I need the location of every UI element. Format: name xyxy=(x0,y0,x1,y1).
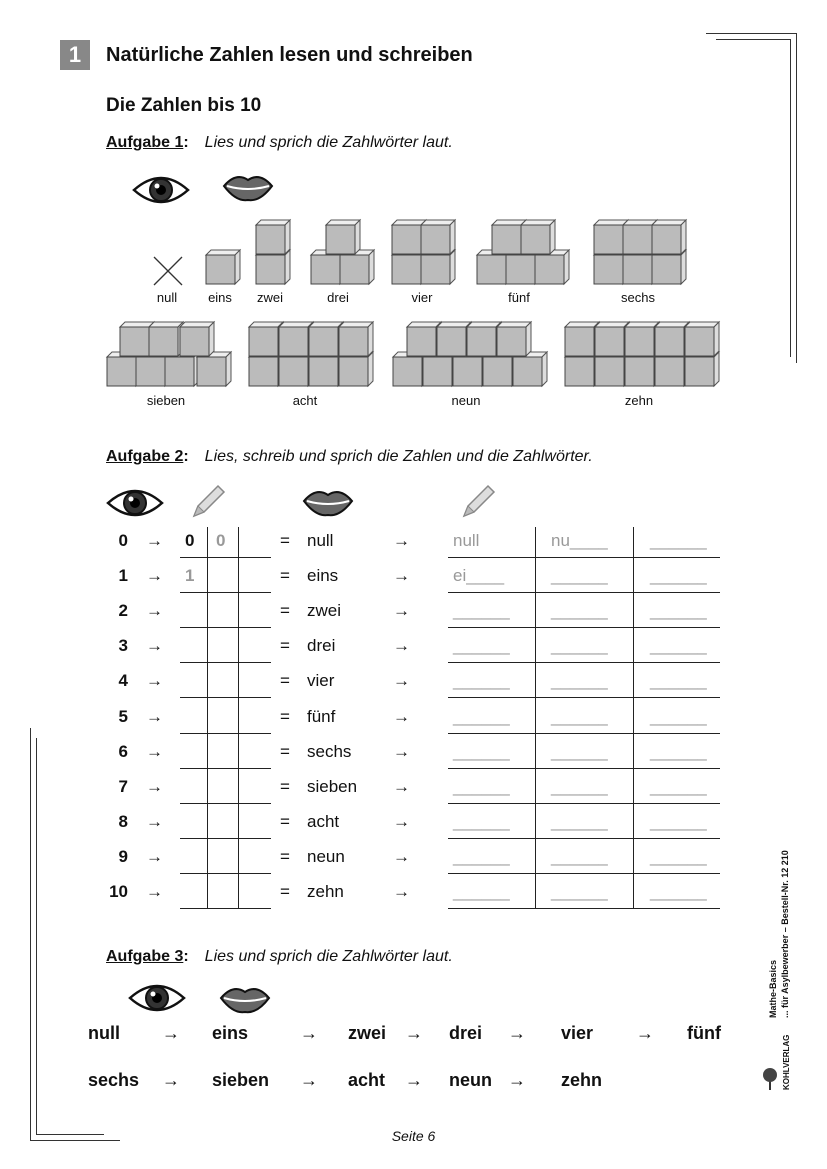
arrow-icon: → xyxy=(508,1023,526,1043)
task3-word: sechs xyxy=(88,1070,140,1090)
arrow-icon: → xyxy=(162,1070,180,1090)
row-number: 8 xyxy=(118,811,128,831)
grid-hline-words xyxy=(448,627,720,628)
label-null: null xyxy=(156,290,178,305)
table-row xyxy=(0,838,827,873)
lips-icon xyxy=(222,172,274,202)
write-cell[interactable]: ______ xyxy=(453,811,510,831)
cube-icon xyxy=(513,352,547,386)
digit-cell: 1 xyxy=(185,566,195,586)
cross-icon xyxy=(154,257,182,285)
task1-colon: : xyxy=(183,134,189,151)
number-word: sieben xyxy=(307,776,358,796)
task3-word: null xyxy=(88,1023,120,1043)
equals-sign: = xyxy=(280,566,290,586)
grid-hline-digits xyxy=(180,557,271,558)
table-row xyxy=(0,557,827,592)
arrow-icon: → xyxy=(146,811,163,831)
number-word: acht xyxy=(307,811,340,831)
eye-icon xyxy=(132,172,190,208)
publisher-logo: KOHLVERLAG xyxy=(782,1034,791,1090)
cube-icon xyxy=(407,322,441,356)
arrow-icon: → xyxy=(146,636,163,656)
cube-icon xyxy=(625,322,659,356)
equals-sign: = xyxy=(280,882,290,901)
row-number: 7 xyxy=(118,776,128,796)
table-row xyxy=(0,803,827,838)
digit-cell: 0 xyxy=(216,531,226,550)
arrow-icon: → xyxy=(146,671,163,691)
write-cell[interactable]: ______ xyxy=(453,636,510,656)
tree-logo-icon xyxy=(760,1066,780,1090)
cube-icon xyxy=(249,322,283,356)
number-word: vier xyxy=(307,671,335,691)
arrow-icon: → xyxy=(146,706,163,726)
arrow-icon: → xyxy=(393,776,410,796)
cube-icon xyxy=(437,322,471,356)
number-word: eins xyxy=(307,566,339,586)
arrow-icon: → xyxy=(393,706,410,726)
arrow-icon: → xyxy=(508,1070,526,1090)
grid-hline-words xyxy=(448,697,720,698)
arrow-icon: → xyxy=(300,1070,318,1090)
table-row xyxy=(0,698,827,733)
write-cell[interactable]: ei____ xyxy=(453,566,505,586)
grid-hline-digits xyxy=(180,908,271,909)
equals-sign: = xyxy=(280,531,290,550)
label-eins: eins xyxy=(208,290,232,305)
table-row xyxy=(0,768,827,803)
table-row xyxy=(0,592,827,627)
write-cell[interactable]: ______ xyxy=(453,706,510,726)
grid-hline-words xyxy=(448,873,720,874)
task2-instruction: Lies, schreib und sprich die Zahlen und die Zahlwörter. xyxy=(204,448,593,465)
arrow-icon: → xyxy=(393,601,410,621)
write-cell[interactable]: ______ xyxy=(650,566,707,586)
row-number: 5 xyxy=(118,706,128,726)
arrow-icon: → xyxy=(405,1023,423,1043)
equals-sign: = xyxy=(280,776,290,796)
arrow-icon: → xyxy=(393,811,410,831)
task3-word: drei xyxy=(449,1023,483,1043)
cube-icon xyxy=(521,220,555,254)
task3-word: vier xyxy=(561,1023,594,1043)
write-cell[interactable]: ______ xyxy=(650,882,707,901)
task2-label: Aufgabe 2 xyxy=(106,448,184,465)
write-cell[interactable]: ______ xyxy=(551,706,608,726)
grid-hline-digits xyxy=(180,873,271,874)
grid-hline-words xyxy=(448,908,720,909)
number-word: neun xyxy=(307,846,345,866)
write-cell[interactable]: ______ xyxy=(551,846,608,866)
write-cell[interactable]: ______ xyxy=(453,846,510,866)
write-cell[interactable]: ______ xyxy=(453,776,510,796)
grid-hline-words xyxy=(448,592,720,593)
cube-icon xyxy=(497,322,531,356)
number-word: zwei xyxy=(307,601,342,621)
cube-icon xyxy=(339,322,373,356)
side-series-title: Mathe-Basics xyxy=(768,959,778,1018)
cube-icon xyxy=(393,352,427,386)
grid-hline-digits xyxy=(180,768,271,769)
label-vier: vier xyxy=(411,290,433,305)
equals-sign: = xyxy=(280,671,290,691)
row-number: 2 xyxy=(118,601,128,621)
arrow-icon: → xyxy=(146,601,163,621)
cube-icon xyxy=(256,250,290,284)
write-cell[interactable]: ______ xyxy=(551,671,608,691)
side-order-number: ... für Asylbewerber – Bestell-Nr. 12 210 xyxy=(780,850,790,1018)
pencil-icon xyxy=(460,484,496,520)
number-word: drei xyxy=(307,636,336,656)
label-sechs: sechs xyxy=(621,290,655,305)
table-row xyxy=(0,733,827,768)
arrow-icon: → xyxy=(405,1070,423,1090)
write-cell[interactable]: ______ xyxy=(551,636,608,656)
cube-illustration xyxy=(0,215,827,415)
number-word: null xyxy=(307,531,334,550)
write-cell[interactable]: ______ xyxy=(453,601,510,621)
label-acht: acht xyxy=(292,393,318,408)
write-cell[interactable]: ______ xyxy=(650,531,707,550)
lips-icon xyxy=(302,487,354,517)
arrow-icon: → xyxy=(146,566,163,586)
write-cell[interactable]: ______ xyxy=(650,636,707,656)
cube-icon xyxy=(655,322,689,356)
table-row xyxy=(0,522,827,557)
cube-icon xyxy=(279,352,313,386)
pencil-icon xyxy=(190,484,226,520)
write-cell[interactable]: ______ xyxy=(650,741,707,761)
arrow-icon: → xyxy=(146,882,163,901)
cube-icon xyxy=(249,352,283,386)
cube-icon xyxy=(685,352,719,386)
cube-icon xyxy=(467,322,501,356)
arrow-icon: → xyxy=(146,846,163,866)
grid-hline-digits xyxy=(180,627,271,628)
write-cell[interactable]: ______ xyxy=(453,671,510,691)
arrow-icon: → xyxy=(393,531,410,550)
cube-icon xyxy=(206,250,240,284)
page-title: Natürliche Zahlen lesen und schreiben xyxy=(106,44,473,66)
write-cell[interactable]: ______ xyxy=(650,776,707,796)
grid-hline-digits xyxy=(180,803,271,804)
arrow-icon: → xyxy=(393,636,410,656)
equals-sign: = xyxy=(280,846,290,866)
arrow-icon: → xyxy=(393,671,410,691)
task1-label: Aufgabe 1 xyxy=(106,134,184,151)
row-number: 1 xyxy=(118,566,128,586)
task3-word: sieben xyxy=(212,1070,270,1090)
cube-icon xyxy=(197,352,231,386)
cube-icon xyxy=(453,352,487,386)
arrow-icon: → xyxy=(393,566,410,586)
row-number: 10 xyxy=(109,882,128,901)
task3-word: neun xyxy=(449,1070,492,1090)
label-fuenf: fünf xyxy=(508,290,530,305)
cube-icon xyxy=(652,220,686,254)
write-cell[interactable]: ______ xyxy=(551,811,608,831)
task3-label: Aufgabe 3 xyxy=(106,948,184,965)
grid-hline-digits xyxy=(180,733,271,734)
task3-heading xyxy=(106,948,453,966)
arrow-icon: → xyxy=(636,1023,654,1043)
write-cell[interactable]: ______ xyxy=(650,846,707,866)
write-cell[interactable]: ______ xyxy=(453,882,510,901)
number-word: sechs xyxy=(307,741,352,761)
cube-icon xyxy=(655,352,689,386)
write-cell[interactable]: ______ xyxy=(650,811,707,831)
label-zwei: zwei xyxy=(256,290,283,305)
write-cell[interactable]: ______ xyxy=(551,566,608,586)
number-word: fünf xyxy=(307,706,336,726)
table-row xyxy=(0,627,827,662)
arrow-icon: → xyxy=(393,882,410,901)
cube-icon xyxy=(565,322,599,356)
cube-icon xyxy=(595,352,629,386)
write-cell[interactable]: ______ xyxy=(551,776,608,796)
task3-instruction: Lies und sprich die Zahlwörter laut. xyxy=(204,948,453,965)
equals-sign: = xyxy=(280,811,290,831)
task1-heading xyxy=(106,134,453,152)
equals-sign: = xyxy=(280,636,290,656)
write-cell[interactable]: ______ xyxy=(453,741,510,761)
cube-icon xyxy=(339,352,373,386)
write-cell[interactable]: ______ xyxy=(551,882,608,901)
number-word: zehn xyxy=(307,882,344,901)
write-cell[interactable]: null xyxy=(453,531,480,550)
row-number: 9 xyxy=(118,846,128,866)
cube-icon xyxy=(625,352,659,386)
write-cell[interactable]: ______ xyxy=(551,741,608,761)
cube-icon xyxy=(279,322,313,356)
section-subtitle: Die Zahlen bis 10 xyxy=(106,95,262,116)
equals-sign: = xyxy=(280,741,290,761)
label-zehn: zehn xyxy=(624,393,654,408)
cube-icon xyxy=(483,352,517,386)
arrow-icon: → xyxy=(393,741,410,761)
equals-sign: = xyxy=(280,601,290,621)
eye-icon xyxy=(128,980,186,1016)
task2-heading xyxy=(106,448,593,466)
arrow-icon: → xyxy=(300,1023,318,1043)
arrow-icon: → xyxy=(146,776,163,796)
row-number: 3 xyxy=(118,636,128,656)
chapter-number: 1 xyxy=(60,40,90,70)
digit-cell: 0 xyxy=(185,531,195,550)
write-cell[interactable]: ______ xyxy=(551,601,608,621)
write-cell[interactable]: ______ xyxy=(650,706,707,726)
cube-icon xyxy=(652,250,686,284)
task3-word: eins xyxy=(212,1023,249,1043)
task1-instruction: Lies und sprich die Zahlwörter laut. xyxy=(204,134,453,151)
table-row xyxy=(0,873,827,908)
arrow-icon: → xyxy=(146,531,163,550)
cube-icon xyxy=(423,352,457,386)
grid-hline-digits xyxy=(180,838,271,839)
row-number: 0 xyxy=(118,531,128,550)
row-number: 6 xyxy=(118,741,128,761)
label-neun: neun xyxy=(451,393,481,408)
row-number: 4 xyxy=(118,671,128,691)
grid-hline-words xyxy=(448,662,720,663)
cube-icon xyxy=(595,322,629,356)
table-row xyxy=(0,662,827,697)
lips-icon xyxy=(219,984,271,1014)
cube-icon xyxy=(421,220,455,254)
grid-hline-digits xyxy=(180,662,271,663)
grid-hline-words xyxy=(448,838,720,839)
grid-hline-digits xyxy=(180,697,271,698)
task3-word: zwei xyxy=(348,1023,387,1043)
cube-icon xyxy=(149,322,183,356)
eye-icon xyxy=(106,485,164,521)
cube-icon xyxy=(309,322,343,356)
write-cell[interactable]: ______ xyxy=(650,671,707,691)
arrow-icon: → xyxy=(393,846,410,866)
frame-top-right xyxy=(706,33,796,34)
task3-word: fünf xyxy=(687,1023,721,1043)
frame-top-right-2 xyxy=(716,39,790,40)
grid-hline-words xyxy=(448,733,720,734)
cube-icon xyxy=(421,250,455,284)
arrow-icon: → xyxy=(162,1023,180,1043)
cube-icon xyxy=(256,220,290,254)
task3-word: acht xyxy=(348,1070,386,1090)
arrow-icon: → xyxy=(146,741,163,761)
cube-icon xyxy=(180,322,214,356)
task3-colon: : xyxy=(183,948,189,965)
grid-hline-digits xyxy=(180,592,271,593)
equals-sign: = xyxy=(280,706,290,726)
grid-hline-words xyxy=(448,768,720,769)
grid-hline-words xyxy=(448,803,720,804)
label-drei: drei xyxy=(327,290,349,305)
write-cell[interactable]: nu____ xyxy=(551,531,608,550)
cube-icon xyxy=(326,220,360,254)
write-cell[interactable]: ______ xyxy=(650,601,707,621)
cube-icon xyxy=(309,352,343,386)
cube-icon xyxy=(165,352,199,386)
page-number: Seite 6 xyxy=(391,1128,436,1144)
task3-word: zehn xyxy=(561,1070,603,1090)
cube-icon xyxy=(340,250,374,284)
label-sieben: sieben xyxy=(146,393,186,408)
cube-icon xyxy=(565,352,599,386)
cube-icon xyxy=(535,250,569,284)
grid-hline-words xyxy=(448,557,720,558)
task2-colon: : xyxy=(183,448,189,465)
cube-icon xyxy=(685,322,719,356)
